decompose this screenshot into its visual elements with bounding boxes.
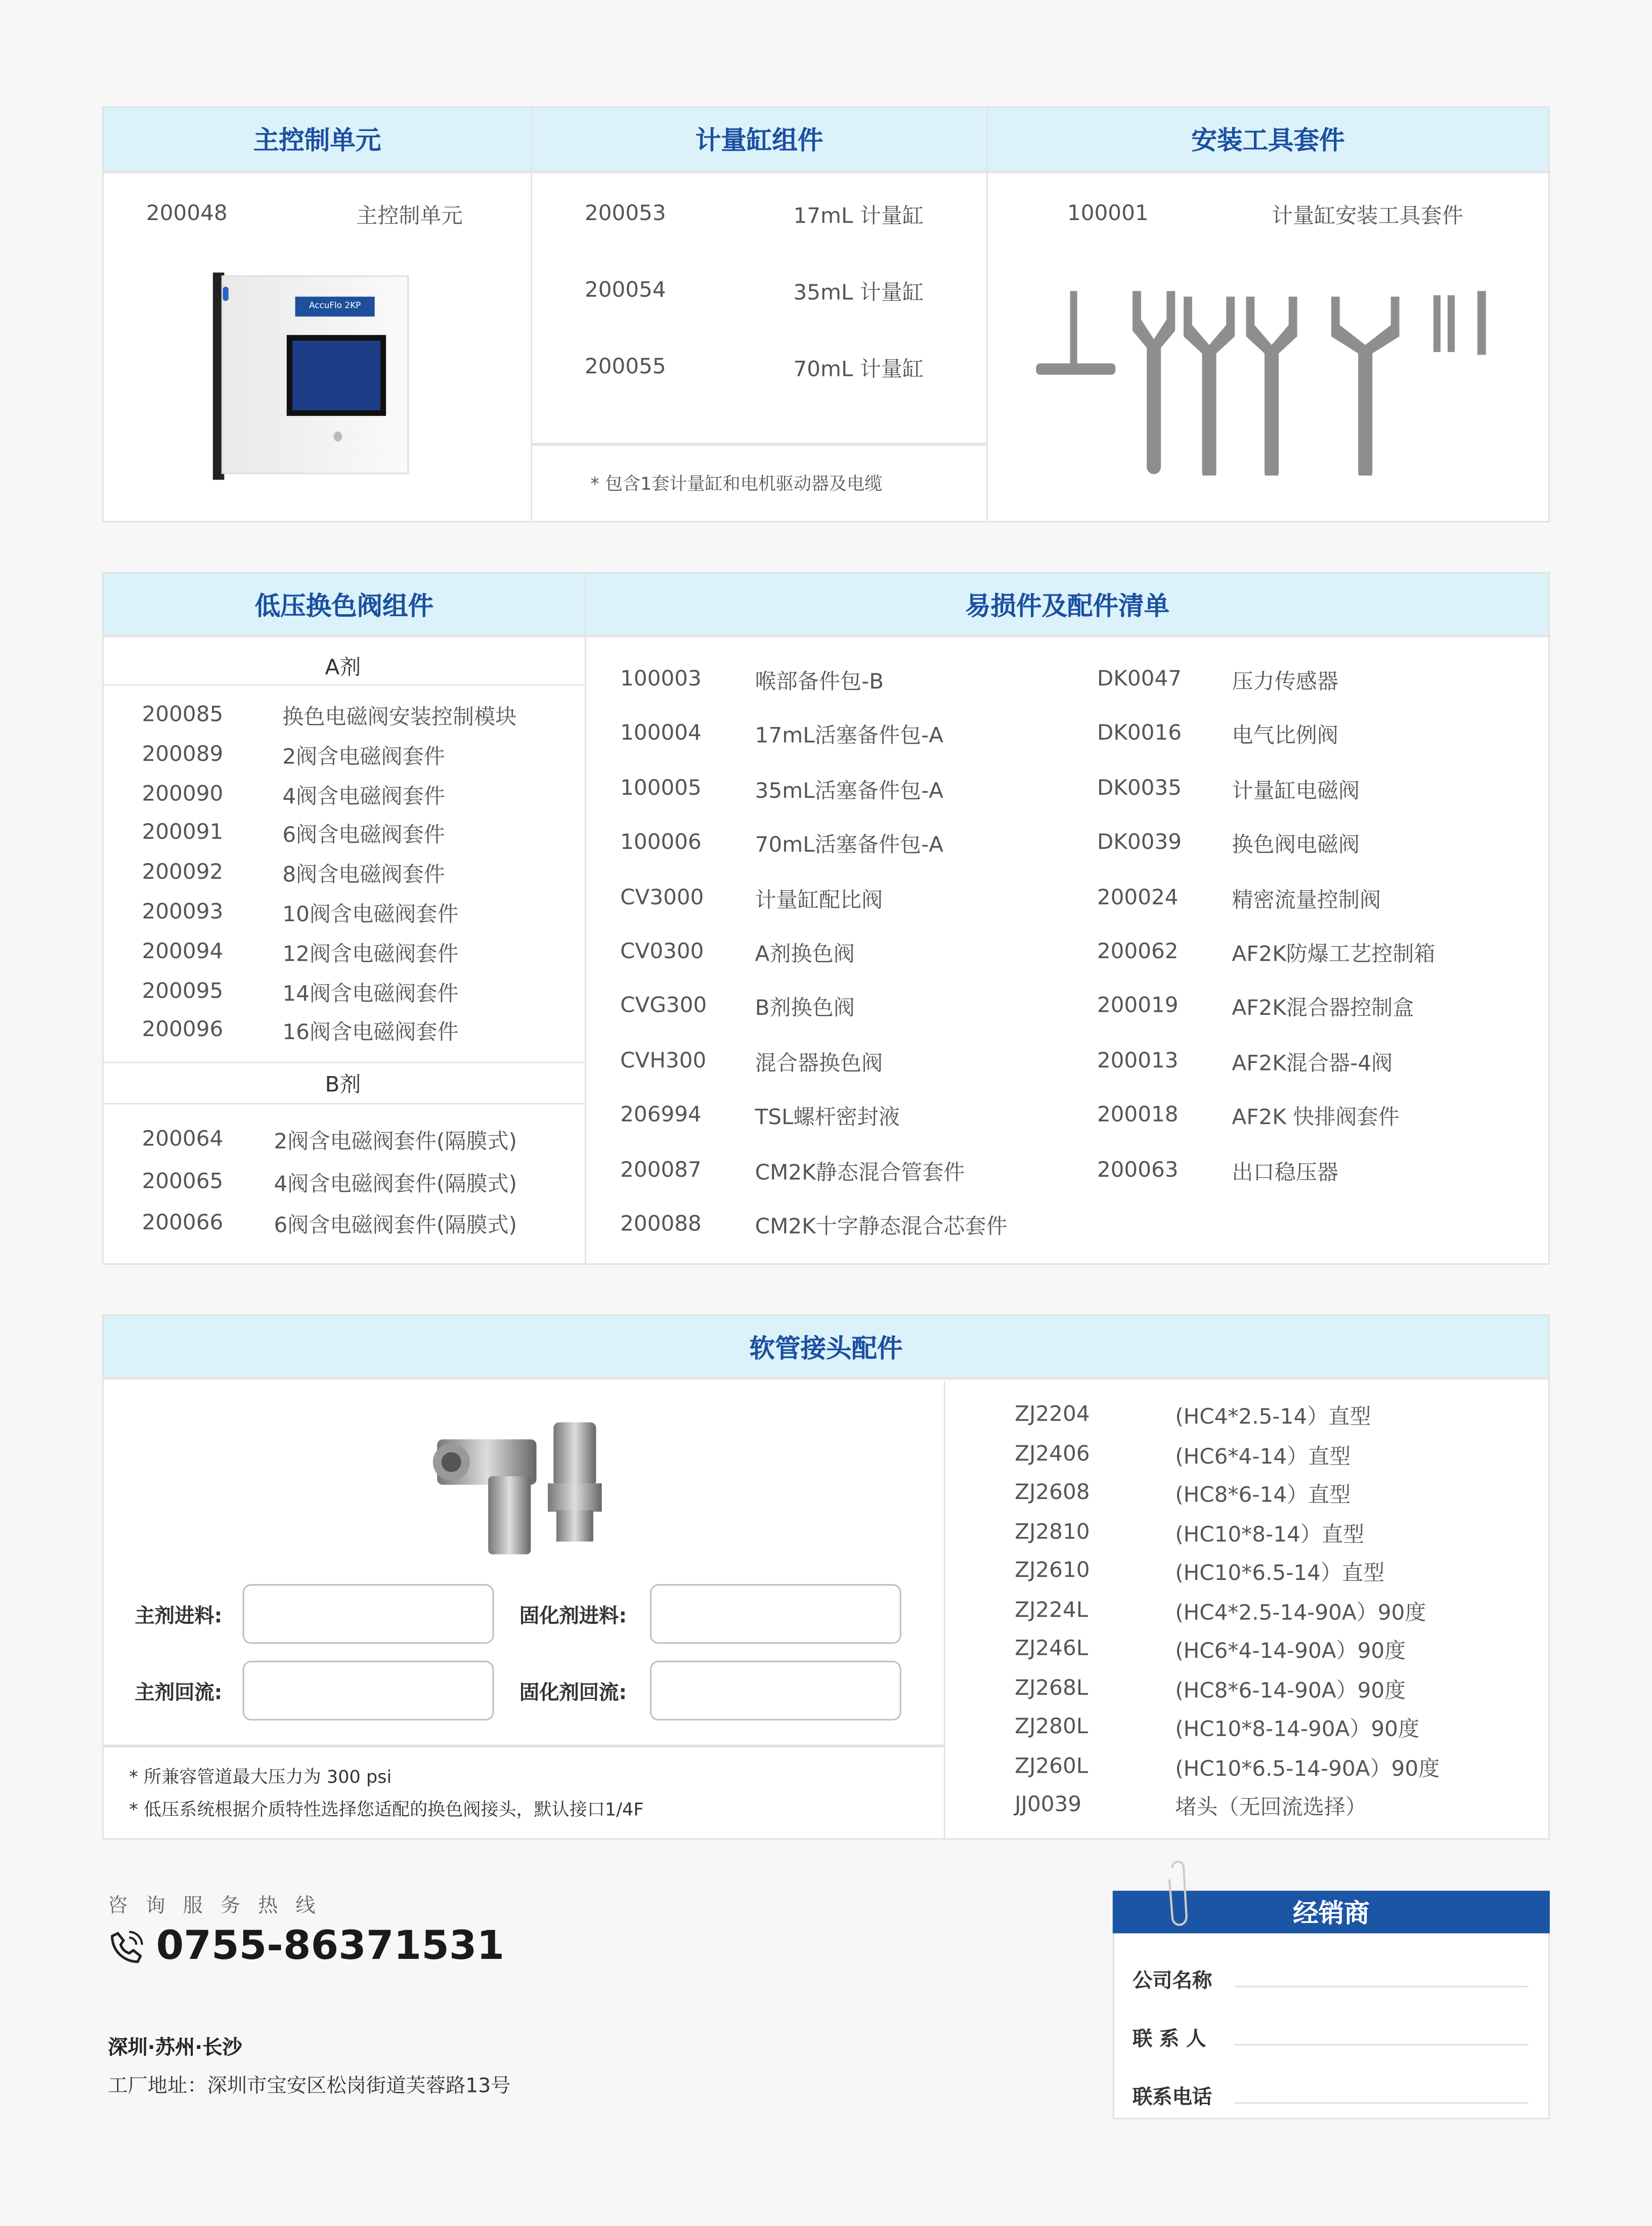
fitting-code: ZJ268L	[1015, 1674, 1089, 1700]
header-main-control: 主控制单元	[104, 108, 531, 173]
part-code: CV0300	[620, 938, 704, 964]
divider	[531, 108, 532, 521]
item-name: 16阀含电磁阀套件	[282, 1019, 459, 1046]
header-meter: 计量缸组件	[532, 108, 986, 173]
fitting-name: 堵头（无回流选择）	[1175, 1794, 1367, 1820]
part-code: DK0047	[1097, 665, 1182, 692]
part-name: CM2K静态混合管套件	[755, 1159, 965, 1185]
control-cabinet-image	[213, 273, 412, 480]
item-name: 2阀含电磁阀套件	[282, 743, 445, 769]
fitting-code: ZJ2810	[1015, 1518, 1090, 1544]
part-name: AF2K防爆工艺控制箱	[1232, 941, 1436, 967]
part-code: 200013	[1097, 1047, 1179, 1073]
divider	[104, 1103, 585, 1104]
part-code: DK0016	[1097, 720, 1182, 746]
fitting-code: ZJ246L	[1015, 1635, 1089, 1661]
part-name: 出口稳压器	[1232, 1159, 1338, 1185]
part-code: 100005	[620, 775, 702, 800]
fitting-name: (HC10*8-14）直型	[1175, 1521, 1365, 1547]
part-code: 200088	[620, 1211, 702, 1236]
address: 工厂地址：深圳市宝安区松岗街道芙蓉路13号	[108, 2075, 511, 2098]
fitting-code: ZJ224L	[1015, 1596, 1089, 1622]
fitting-code: ZJ2608	[1015, 1479, 1090, 1505]
part-name: AF2K 快排阀套件	[1232, 1104, 1400, 1130]
main-in-label: 主剂进料:	[135, 1605, 223, 1629]
item-code: 200091	[142, 820, 224, 845]
part-code: CV3000	[620, 883, 704, 910]
part-code: 206994	[620, 1101, 702, 1128]
part-name: 17mL活塞备件包-A	[755, 723, 944, 749]
product-name: 主控制单元	[356, 203, 463, 229]
dealer-contact-input[interactable]	[1235, 2044, 1529, 2045]
header-tools: 安装工具套件	[988, 108, 1548, 173]
part-name: 精密流量控制阀	[1232, 886, 1381, 912]
item-code: 200055	[584, 353, 666, 379]
divider	[104, 1062, 585, 1063]
item-name: 17mL 计量缸	[793, 203, 924, 229]
part-name: TSL螺杆密封液	[755, 1104, 900, 1130]
part-code: 200062	[1097, 938, 1179, 964]
item-code: 200066	[142, 1209, 224, 1235]
fitting-name: (HC4*2.5-14-90A）90度	[1175, 1599, 1426, 1625]
hard-back-label: 固化剂回流:	[519, 1682, 627, 1705]
part-code: 200063	[1097, 1156, 1179, 1182]
tool-kit-image	[1033, 284, 1502, 476]
divider	[532, 443, 986, 446]
fitting-name: (HC8*6-14）直型	[1175, 1482, 1351, 1508]
part-name: 压力传感器	[1232, 668, 1338, 695]
part-name: CM2K十字静态混合芯套件	[755, 1213, 1008, 1239]
dealer-field-label: 联 系 人	[1133, 2028, 1206, 2051]
item-code: 200054	[584, 277, 666, 303]
part-name: 换色阀电磁阀	[1232, 832, 1360, 858]
fitting-name: (HC10*6.5-14-90A）90度	[1175, 1755, 1440, 1781]
product-code: 200048	[146, 200, 228, 226]
b-label: B剂	[325, 1072, 361, 1097]
fitting-name: (HC8*6-14-90A）90度	[1175, 1677, 1406, 1703]
part-name: 35mL活塞备件包-A	[755, 778, 944, 803]
divider	[104, 1744, 944, 1747]
dealer-company-input[interactable]	[1235, 1986, 1529, 1987]
part-code: CVG300	[620, 993, 707, 1018]
main-back-label: 主剂回流:	[135, 1682, 223, 1705]
paperclip-icon	[1161, 1860, 1212, 1934]
fitting-image	[426, 1420, 611, 1564]
part-name: 计量缸电磁阀	[1232, 778, 1360, 803]
item-code: 200064	[142, 1125, 224, 1151]
item-name: 换色电磁阀安装控制模块	[282, 704, 517, 730]
hose-note: * 所兼容管道最大压力为 300 psi	[129, 1766, 392, 1787]
item-code: 200095	[142, 977, 224, 1003]
main-back-input[interactable]	[243, 1661, 494, 1721]
item-code: 200085	[142, 701, 224, 727]
part-code: 100003	[620, 665, 702, 692]
part-code: 200019	[1097, 993, 1179, 1018]
part-name: 电气比例阀	[1232, 723, 1338, 749]
fitting-name: (HC6*4-14）直型	[1175, 1443, 1351, 1469]
meter-note: * 包含1套计量缸和电机驱动器及电缆	[590, 473, 883, 494]
item-name: 14阀含电磁阀套件	[282, 980, 459, 1006]
item-code: 200065	[142, 1167, 224, 1193]
divider	[986, 108, 988, 521]
main-in-input[interactable]	[243, 1584, 494, 1644]
item-name: 6阀含电磁阀套件	[282, 822, 445, 848]
part-name: B剂换色阀	[755, 995, 855, 1021]
part-name: A剂换色阀	[755, 941, 855, 967]
item-name: 8阀含电磁阀套件	[282, 862, 445, 888]
part-code: DK0039	[1097, 829, 1182, 855]
device-label: AccuFlo 2KP	[295, 296, 375, 316]
item-name: 10阀含电磁阀套件	[282, 901, 459, 927]
item-name: 35mL 计量缸	[793, 279, 924, 306]
fitting-code: ZJ2406	[1015, 1440, 1090, 1466]
part-name: AF2K混合器-4阀	[1232, 1050, 1393, 1076]
fitting-code: ZJ2610	[1015, 1557, 1090, 1583]
part-name: 混合器换色阀	[755, 1050, 883, 1076]
tool-code: 100001	[1067, 200, 1149, 226]
hard-back-input[interactable]	[650, 1661, 901, 1721]
hose-note: * 低压系统根据介质特性选择您适配的换色阀接头，默认接口1/4F	[129, 1798, 644, 1820]
part-code: 200024	[1097, 883, 1179, 910]
dealer-field-label: 公司名称	[1133, 1970, 1212, 1993]
divider	[944, 1381, 945, 1838]
item-name: 70mL 计量缸	[793, 356, 924, 382]
item-name: 4阀含电磁阀套件(隔膜式)	[274, 1170, 517, 1196]
item-code: 200096	[142, 1017, 224, 1043]
phone-number[interactable]: 0755-86371531	[156, 1922, 505, 1969]
item-code: 200089	[142, 741, 224, 766]
part-name: 计量缸配比阀	[755, 886, 883, 912]
header-parts: 易损件及配件清单	[586, 574, 1548, 637]
item-code: 200092	[142, 859, 224, 885]
phone-icon	[109, 1931, 143, 1964]
part-code: DK0035	[1097, 775, 1182, 800]
dealer-phone-input[interactable]	[1235, 2102, 1529, 2104]
part-name: AF2K混合器控制盒	[1232, 995, 1414, 1021]
fitting-name: (HC10*8-14-90A）90度	[1175, 1716, 1420, 1742]
part-code: 100006	[620, 829, 702, 855]
tool-name: 计量缸安装工具套件	[1271, 203, 1463, 229]
fitting-code: ZJ2204	[1015, 1401, 1090, 1427]
dealer-field-label: 联系电话	[1133, 2086, 1212, 2110]
part-code: CVH300	[620, 1047, 707, 1073]
fitting-code: JJ0039	[1015, 1791, 1082, 1817]
cities: 深圳·苏州·长沙	[108, 2037, 242, 2060]
hard-in-input[interactable]	[650, 1584, 901, 1644]
item-name: 2阀含电磁阀套件(隔膜式)	[274, 1128, 517, 1154]
divider	[104, 684, 585, 686]
item-code: 200093	[142, 898, 224, 924]
fitting-name: (HC6*4-14-90A）90度	[1175, 1638, 1406, 1664]
item-code: 200053	[584, 200, 666, 226]
divider	[585, 574, 586, 1264]
header-valve: 低压换色阀组件	[104, 574, 585, 637]
item-name: 6阀含电磁阀套件(隔膜式)	[274, 1212, 517, 1238]
hotline-label: 咨 询 服 务 热 线	[108, 1895, 321, 1918]
fitting-code: ZJ280L	[1015, 1713, 1089, 1739]
part-code: 200087	[620, 1156, 702, 1182]
header-hose: 软管接头配件	[104, 1316, 1548, 1380]
item-name: 12阀含电磁阀套件	[282, 940, 459, 967]
hard-in-label: 固化剂进料:	[519, 1605, 627, 1629]
part-code: 200018	[1097, 1101, 1179, 1128]
dealer-title: 经销商	[1293, 1899, 1370, 1930]
part-name: 70mL活塞备件包-A	[755, 832, 944, 858]
item-name: 4阀含电磁阀套件	[282, 783, 445, 809]
item-code: 200090	[142, 780, 224, 806]
fitting-name: (HC10*6.5-14）直型	[1175, 1560, 1385, 1586]
part-code: 100004	[620, 720, 702, 746]
part-name: 喉部备件包-B	[755, 668, 884, 695]
fitting-code: ZJ260L	[1015, 1752, 1089, 1778]
a-label: A剂	[325, 654, 361, 680]
fitting-name: (HC4*2.5-14）直型	[1175, 1403, 1371, 1430]
item-code: 200094	[142, 938, 224, 964]
